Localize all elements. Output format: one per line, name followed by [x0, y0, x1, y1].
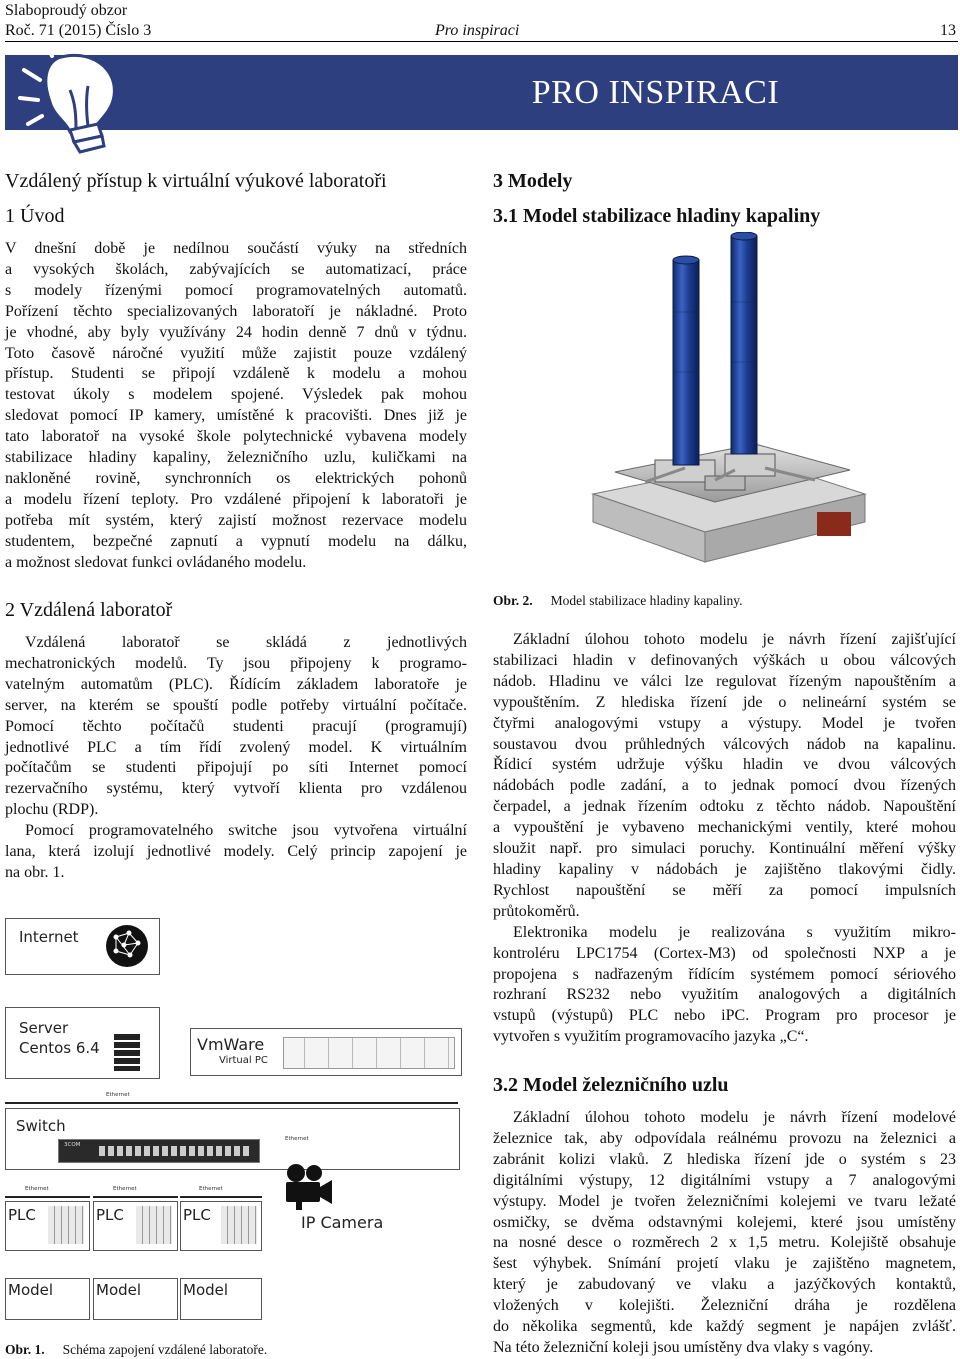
text-line: průtokoměrů.	[493, 902, 580, 920]
text-line: potřeba mít systém, který zajistí možnost rezervace modelu	[5, 511, 467, 529]
banner-title: PRO INSPIRACI	[531, 74, 780, 111]
server-box	[5, 1007, 160, 1079]
lightbulb-icon	[10, 40, 140, 155]
vmware-box	[190, 1028, 462, 1076]
header-rule	[5, 41, 958, 42]
ethernet-line-top	[5, 1102, 458, 1104]
plc-modules-3	[221, 1206, 257, 1244]
section-3-heading: 3 Modely	[493, 170, 573, 192]
text-line: vložených v kolejišti. Železniční dráha je rozdělena	[493, 1297, 956, 1315]
text-line: sloužit např. pro simulaci poruchy. Kontinuální měření výšky	[493, 840, 956, 858]
journal-name: Slaboproudý obzor	[5, 2, 128, 19]
internet-label: Internet	[19, 928, 79, 946]
section-2-heading: 2 Vzdálená laboratoř	[5, 599, 173, 621]
text-line: rezervačního systému, který vytvoří klienta pro vzdálenou	[5, 780, 467, 798]
text-line: Elektronika modelu je realizována s využitím mikro-	[513, 923, 956, 941]
ethernet-label-plc-1: Ethernet	[25, 1186, 49, 1192]
virtual-pc-bank	[283, 1037, 455, 1069]
plc-label-3: PLC	[183, 1206, 211, 1224]
text-line: propojena s nadřazeným řídícím systémem pomocí sériového	[493, 965, 956, 983]
text-line: osmičky, se dvěma odstavnými kolejemi, které jsou umístěny	[493, 1213, 956, 1231]
section-3-1-heading: 3.1 Model stabilizace hladiny kapaliny	[493, 205, 821, 227]
text-line: Vzdálená laboratoř se skládá z jednotlivých	[25, 634, 467, 651]
vmware-label: VmWare	[197, 1035, 265, 1054]
text-line: nádobách podle zadání, a to jednak pomocí dvou řízených	[493, 777, 956, 795]
text-line: šest výhybek. Snímání projetí vlaku je zajištěno magnetem,	[493, 1255, 956, 1273]
text-line: výstupy. Model je tvořen železničními kolejemi ve tvaru ležaté	[493, 1192, 956, 1210]
text-line: lana, která izolují jednotlivé modely. Celý princip zapojení je	[5, 843, 467, 861]
section-1-heading: 1 Úvod	[5, 205, 65, 227]
text-line: do několika segmentů, kde každý segment je napájen zvlášť.	[493, 1318, 956, 1336]
text-line: Základní úlohou tohoto modelu je návrh řízení modelové	[513, 1109, 956, 1126]
text-line: stabilizaci hladin v definovaných výškách u obou válcových	[493, 651, 956, 669]
ethernet-label-plc-3: Ethernet	[199, 1186, 223, 1192]
section-2-body	[5, 633, 467, 884]
server-rack-icon	[112, 1032, 142, 1072]
text-line: na obr. 1.	[5, 863, 65, 881]
switch-brand-label: 3COM	[64, 1142, 81, 1148]
text-line: stabilizace hladiny kapaliny, železničního uzlu, kuličkami na	[5, 449, 467, 467]
plc-modules-1	[48, 1206, 84, 1244]
text-line: Pořízení těchto specializovaných laboratoří je nákladné. Proto	[5, 302, 467, 320]
text-line: Řídicí systém udržuje výšku hladin ve dvou válcových	[493, 756, 956, 774]
text-line: Základní úlohou tohoto modelu je návrh řízení zajišťující	[513, 631, 956, 648]
text-line: Na této železniční koleji jsou umístěny dva vlaky s vagóny.	[493, 1338, 874, 1356]
model-label-1: Model	[8, 1281, 54, 1299]
text-line: digitálními výstupy, 12 digitálními vstupy a 7 analogovými	[493, 1171, 956, 1189]
text-line: a vysokých školách, zabývajících se automatizací, práce	[5, 260, 467, 278]
text-line: server, na kterém se spouští podle potřeby virtuální počítače.	[5, 696, 467, 714]
text-line: kontroléru LPC1754 (Cortex-M3) od společnosti NXP a je	[493, 944, 956, 962]
issue-info: Roč. 71 (2015) Číslo 3	[5, 22, 152, 39]
text-line: Pomocí těchto počítačů studenti pracují (programují)	[5, 717, 467, 735]
plc-label-2: PLC	[96, 1206, 124, 1224]
text-line: a vypouštění je vybaveno mechanickými ventily, které mohou	[493, 819, 956, 837]
ethernet-line-plc-3	[180, 1196, 262, 1198]
text-line: testovat úkoly s modelem spojené. Výsledek pak mohou	[5, 386, 467, 404]
plc-box-1	[5, 1201, 90, 1251]
text-line: studentem, bezpečné zapnutí a vypnutí modelu na dálku,	[5, 532, 467, 550]
model-box-1	[5, 1278, 90, 1320]
ethernet-label-server: Ethernet	[106, 1092, 130, 1098]
page-number: 13	[940, 22, 956, 39]
figure-1-caption-text: Schéma zapojení vzdálené laboratoře.	[62, 1342, 268, 1357]
figure-1-number: Obr. 1.	[5, 1342, 45, 1357]
figure-2-caption	[493, 592, 742, 610]
text-line: počítačům se studenti připojují po síti Internet pomocí	[5, 759, 467, 777]
text-line: soustavou dvou průhledných válcových nádob na kapalinu.	[493, 735, 956, 753]
text-line: je vhodné, aby byly využívány 24 hodin denně 7 dnů v týdnu.	[5, 323, 467, 341]
section-3-1-body	[493, 630, 956, 1048]
globe-network-icon	[104, 923, 150, 969]
section-name: Pro inspiraci	[435, 22, 520, 39]
text-line: vatelným automatům (PLC). Řídícím základem laboratoře je	[5, 675, 467, 693]
text-line: tato laboratoř na vysoké škole polytechnické vybavena modely	[5, 428, 467, 446]
text-line: čtyřmi analogovými vstupy a výstupy. Model je tvořen	[493, 714, 956, 732]
ethernet-line-plc-1	[5, 1196, 90, 1198]
video-camera-icon	[278, 1162, 334, 1212]
liquid-level-model-photo	[585, 232, 870, 572]
text-line: čerpadel, a jednak řízením odtoku z těchto nádob. Napouštění	[493, 798, 956, 816]
plc-box-3	[180, 1201, 262, 1251]
text-line: vypouštěním. Z hlediska řízení jde o nelineární systém se	[493, 693, 956, 711]
model-label-3: Model	[183, 1281, 229, 1299]
server-os-label: Centos 6.4	[19, 1039, 100, 1057]
section-3-2-body	[493, 1108, 956, 1359]
text-line: nakloněné rovině, synchronních os elektrických pohonů	[5, 469, 467, 487]
virtual-pc-label: Virtual PC	[219, 1055, 268, 1066]
plc-box-2	[93, 1201, 178, 1251]
switch-box	[5, 1108, 460, 1170]
switch-device	[58, 1139, 260, 1163]
text-line: V dnešní době je nedílnou součástí výuky na středních	[5, 240, 467, 257]
text-line: Rychlost napouštění se měří za pomocí impulsních	[493, 881, 956, 899]
text-line: nádob. Hladinu ve válci lze regulovat řízeným napouštěním a	[493, 672, 956, 690]
text-line: a možnost sledovat funkci ovládaného modelu.	[5, 553, 307, 571]
text-line: mechatronických modelů. Ty jsou připojeny k programo-	[5, 654, 467, 672]
text-line: Toto časově náročné využití může zajistit pouze vzdálený	[5, 344, 467, 362]
switch-label: Switch	[16, 1117, 66, 1135]
text-line: vstupů (výstupů) PLC nebo iPC. Program pro procesor je	[493, 1007, 956, 1025]
text-line: na nosné desce o rozměrech 2 x 1,5 metru. Kolejiště obsahuje	[493, 1234, 956, 1252]
switch-ports	[99, 1146, 249, 1156]
text-line: který je zabudovaný ve vlaku a jazýčkových kontaktů,	[493, 1276, 956, 1294]
text-line: hladiny kapaliny v nádobách je zajištěno tlakovými čidly.	[493, 860, 956, 878]
figure-1-caption	[5, 1341, 267, 1359]
text-line: s modely řízenými pomocí programovatelných automatů.	[5, 281, 467, 299]
internet-box	[5, 918, 160, 975]
plc-modules-2	[136, 1206, 172, 1244]
text-line: zabránit kolizi vlaků. Z hlediska řízení jde o systém s 23	[493, 1150, 956, 1168]
text-line: vytvořen s využitím programovacího jazyka „C“.	[493, 1028, 809, 1046]
plc-label-1: PLC	[8, 1206, 36, 1224]
ethernet-line-plc-2	[93, 1196, 178, 1198]
ethernet-label-plc-2: Ethernet	[113, 1186, 137, 1192]
text-line: plochu (RDP).	[5, 801, 99, 819]
section-banner	[5, 55, 958, 130]
text-line: jednotlivé PLC a tím řídí zvolený model. K virtuálním	[5, 738, 467, 756]
text-line: železnice tak, aby odpovídala reálnému provozu na železnici a	[493, 1129, 956, 1147]
section-3-2-heading: 3.2 Model železničního uzlu	[493, 1074, 729, 1096]
text-line: sledovat pomocí IP kamery, umístěné k pracovišti. Dnes již je	[5, 407, 467, 425]
text-line: a modelu řízení teploty. Pro vzdálené připojení k laboratoři je	[5, 490, 467, 508]
figure-2-caption-text: Model stabilizace hladiny kapaliny.	[550, 593, 743, 608]
figure-2-number: Obr. 2.	[493, 593, 533, 608]
ethernet-label-camera: Ethernet	[285, 1136, 309, 1142]
section-1-body	[5, 239, 467, 574]
model-box-2	[93, 1278, 178, 1320]
ip-camera-label: IP Camera	[301, 1213, 384, 1232]
text-line: rozhraní RS232 nebo využitím analogových a digitálních	[493, 986, 956, 1004]
model-label-2: Model	[96, 1281, 142, 1299]
server-label: Server	[19, 1019, 69, 1037]
text-line: Pomocí programovatelného switche jsou vytvořena virtuální	[25, 822, 467, 840]
article-title: Vzdálený přístup k virtuální výukové laboratoři	[5, 170, 387, 192]
model-box-3	[180, 1278, 262, 1320]
text-line: přístup. Studenti se připojí vzdáleně k modelu a mohou	[5, 365, 467, 383]
